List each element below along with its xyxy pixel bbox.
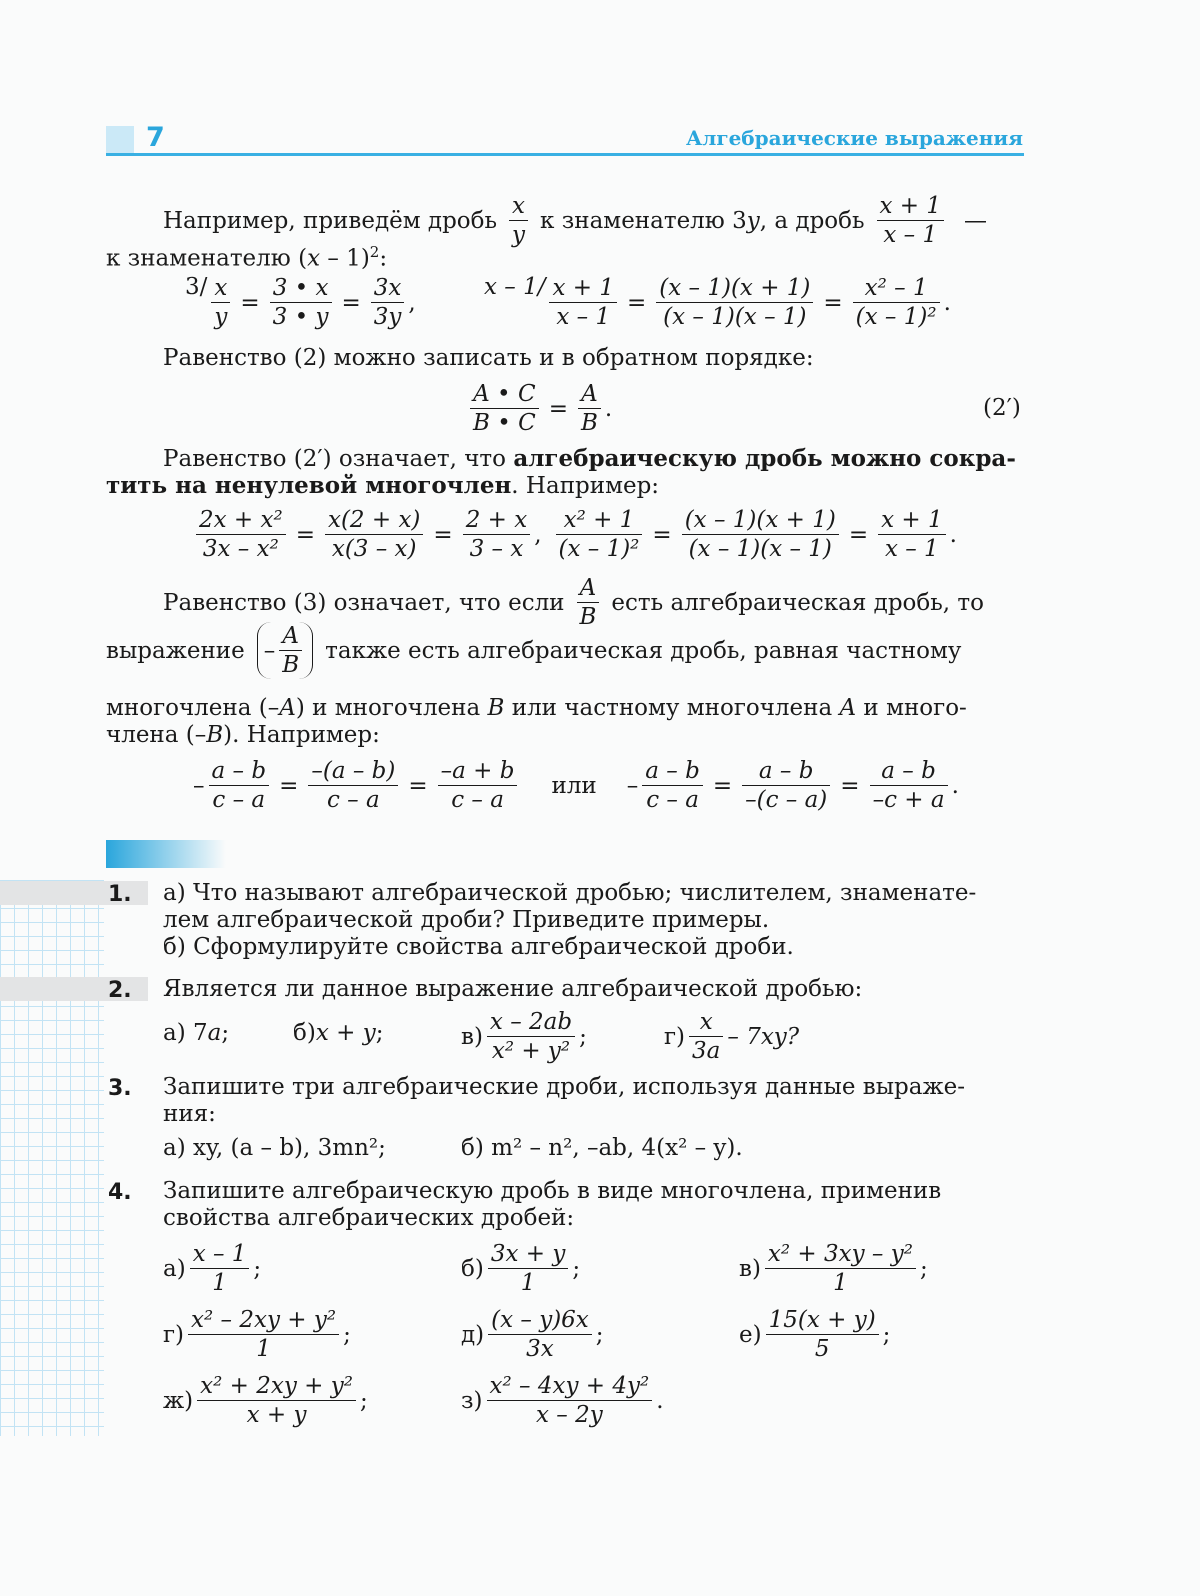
paragraph-equality3-line3: многочлена (–A) и многочлена B или частному многочлена A и много- — [106, 695, 967, 721]
header-rule — [106, 153, 1024, 156]
question-4-item-e: д) (x – y)6x 3x ; — [461, 1307, 604, 1362]
ex3-fraction-6: $\frac{x + 1}{x - 1}$ — [878, 506, 946, 563]
example-4: – $\frac{a - b}{c - a}$ = $\frac{-(a - b)}{c - a}$ = $\frac{-a + b}{c - a}$ или – $\frac{a - b}{c - a}$ = $\frac{a - b}{-(c - a)}$ = $\frac{a - b}{-c + a}$ . — [193, 758, 959, 813]
ex3-fraction-5: $\frac{(x - 1)(x + 1)}{(x - 1)(x - 1)}$ — [682, 506, 839, 563]
example-3: $\frac{\text{2x + x²}}{\text{3x – x²}}$ = $\frac{x(2 + x)}{x(3 - x)}$ = $\frac{2 + x}{3 - x}$ , $\frac{\text{x² + 1}}{\text{(x – 1)²}}$ = $\frac{(x - 1)(x + 1)}{(x - 1)(x - 1)}$ = $\frac{x + 1}{x - 1}$ . — [192, 506, 957, 563]
paragraph-intro-line1: Например, приведём дробь x y к знаменателю 3 y , а дробь x + 1 x – 1 — — [163, 193, 988, 248]
ex3-fraction-1: $\frac{\text{2x + x²}}{\text{3x – x²}}$ — [196, 506, 286, 563]
fraction-xp1-over-xm1: x + 1 x – 1 — [877, 192, 945, 249]
question-4-item-f: е) 15(x + y) 5 ; — [739, 1307, 891, 1362]
ex1-fraction-3: $\frac{3x}{3y}$ — [371, 274, 405, 331]
page-number: 7 — [146, 122, 165, 153]
ex1-fraction-5: $\frac{(x - 1)(x + 1)}{(x - 1)(x - 1)}$ — [656, 274, 813, 331]
question-4-item-a: а) x – 1 1 ; — [163, 1241, 262, 1296]
ex4-fraction-3: $\frac{-a + b}{c - a}$ — [438, 757, 518, 814]
ex4-fraction-2: $\frac{-(a - b)}{c - a}$ — [308, 757, 398, 814]
ex1-fraction-2: $\frac{3 • x}{3 • y}$ — [270, 274, 332, 331]
question-4-item-c: в) x² + 3xy – y² 1 ; — [739, 1241, 928, 1296]
paragraph-equality3-line4: члена (–B). Например: — [106, 722, 380, 748]
questions-section-marker — [106, 840, 226, 868]
equation-2-prime: $\frac{A • C}{B • C}$ = $\frac{A}{B}$ . — [466, 380, 612, 437]
example-1-left: 3/ $\frac{x}{y}$ = $\frac{3 • x}{3 • y}$ = $\frac{3x}{3y}$ , — [185, 274, 416, 330]
ex2-fraction-1: $\frac{A • C}{B • C}$ — [470, 380, 539, 437]
question-2-number: 2. — [108, 978, 132, 1003]
ex4-fraction-6: $\frac{a - b}{-c + a}$ — [870, 757, 948, 814]
question-2-item-c: в) x – 2ab x² + y² ; — [461, 1009, 587, 1064]
question-4-item-b: б) 3x + y 1 ; — [461, 1241, 581, 1296]
ex3-fraction-4: $\frac{\text{x² + 1}}{\text{(x – 1)²}}$ — [556, 506, 643, 563]
question-4-item-h: з) x² – 4xy + 4y² x – 2y . — [461, 1373, 664, 1428]
ex3-fraction-3: $\frac{2 + x}{3 - x}$ — [463, 506, 531, 563]
example-1-right: x – 1/ $\frac{x + 1}{x - 1}$ = $\frac{(x - 1)(x + 1)}{(x - 1)(x - 1)}$ = $\frac{\text{x² – 1}}{\text{(x – 1)²}}$ . — [484, 274, 951, 330]
question-4-item-g: ж) x² + 2xy + y² x + y ; — [163, 1373, 368, 1428]
paragraph-reduce-line1: Равенство (2′) означает, что алгебраическую дробь можно сокра- — [163, 445, 1016, 472]
paragraph-intro-line2: к знаменателю (x – 1)$^2$: — [106, 243, 388, 272]
question-4-number: 4. — [108, 1180, 132, 1205]
negated-fraction: – A B — [257, 622, 313, 679]
question-4-text: Запишите алгебраическую дробь в виде многочлена, применив свойства алгебраических дробей: — [163, 1178, 942, 1231]
paragraph-equality3-line2: выражение – A B также есть алгебраическая дробь, равная частному — [106, 623, 962, 678]
question-3-text: Запишите три алгебраические дроби, используя данные выраже- ния: — [163, 1074, 966, 1127]
question-2-item-d: г) x 3a – 7xy? — [664, 1009, 800, 1064]
paragraph-reduce-line2: тить на ненулевой многочлен. Например: — [106, 472, 660, 499]
ex1-fraction-1: $\frac{x}{y}$ — [211, 274, 230, 331]
chapter-title: Алгебраические выражения — [685, 126, 1023, 150]
ex4-fraction-4: $\frac{a - b}{c - a}$ — [642, 757, 703, 814]
header-marker — [106, 126, 134, 156]
question-2-item-b: б) x + y ; — [293, 1020, 384, 1046]
question-2-item-a: а) 7 a ; — [163, 1020, 230, 1046]
equation-label: (2′) — [983, 395, 1021, 421]
paragraph-equality3-line1: Равенство (3) означает, что если A B есть алгебраическая дробь, то — [163, 575, 984, 630]
question-3-item-a: а) xy, (a – b), 3mn²; — [163, 1135, 386, 1161]
question-3-number: 3. — [108, 1076, 132, 1101]
question-2-text: Является ли данное выражение алгебраической дробью: — [163, 976, 863, 1002]
paragraph-reverse-order: Равенство (2) можно записать и в обратном порядке: — [163, 345, 814, 371]
question-1-number: 1. — [108, 882, 132, 907]
question-3-item-b: б) m² – n², –ab, 4(x² – y). — [461, 1135, 743, 1161]
ex2-fraction-2: $\frac{A}{B}$ — [578, 380, 601, 437]
margin-grid — [0, 880, 104, 1436]
ex3-fraction-2: $\frac{x(2 + x)}{x(3 - x)}$ — [325, 506, 423, 563]
ex4-fraction-1: $\frac{a - b}{c - a}$ — [209, 757, 270, 814]
question-4-item-d: г) x² – 2xy + y² 1 ; — [163, 1307, 351, 1362]
question-1-text: а) Что называют алгебраической дробью; числителем, знаменате- лем алгебраической дроби? Приведите примеры. б) Сформулируйте свойства алгебраической дроби. — [163, 880, 977, 960]
fraction-x-over-y: x y — [509, 192, 528, 249]
ex1-fraction-6: $\frac{\text{x² – 1}}{\text{(x – 1)²}}$ — [853, 274, 940, 331]
ex4-fraction-5: $\frac{a - b}{-(c - a)}$ — [742, 757, 830, 814]
ex1-fraction-4: $\frac{x + 1}{x - 1}$ — [549, 274, 617, 331]
fraction-A-over-B: A B — [577, 574, 600, 631]
